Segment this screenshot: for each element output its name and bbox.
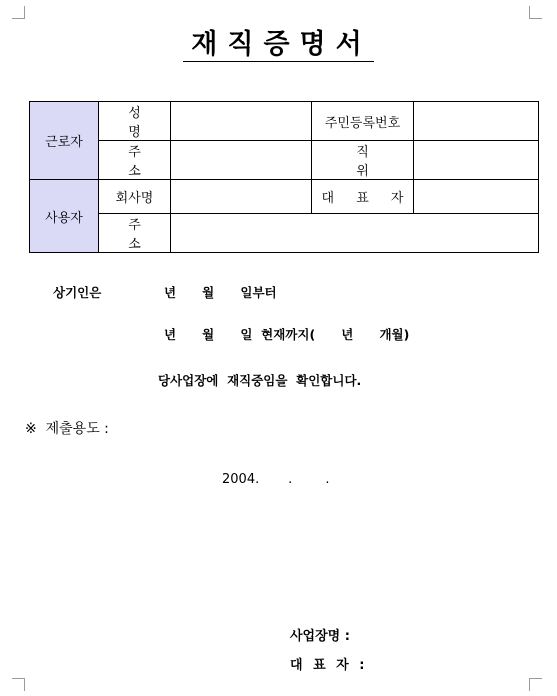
- crop-mark-top-left: [12, 6, 25, 19]
- signature-company-label: 사업장명 :: [290, 629, 350, 644]
- employer-address-label: 주 소: [99, 214, 171, 253]
- crop-mark-top-right: [529, 6, 542, 19]
- ceo-value-cell[interactable]: [414, 180, 539, 214]
- issue-date: 2004. . .: [222, 472, 330, 487]
- employer-section-label: 사용자: [30, 180, 99, 253]
- rrn-label: 주민등록번호: [312, 102, 414, 141]
- position-value-cell[interactable]: [414, 141, 539, 180]
- statement-line-2: 년 월 일 현재까지( 년 개월): [164, 327, 410, 342]
- employer-address-value-cell[interactable]: [171, 214, 539, 253]
- statement-line-1-prefix: 상기인은: [53, 285, 102, 300]
- name-value-cell[interactable]: [171, 102, 312, 141]
- employment-info-table: [29, 101, 539, 253]
- address-label: 주 소: [99, 141, 171, 180]
- position-label: 직 위: [312, 141, 414, 180]
- statement-line-3: 당사업장에 재직중임을 확인합니다.: [158, 373, 362, 388]
- company-value-cell[interactable]: [171, 180, 312, 214]
- document-title: 재직증명서: [0, 22, 557, 61]
- crop-mark-bottom-left: [12, 678, 25, 691]
- worker-section-label: 근로자: [30, 102, 99, 180]
- rrn-value-cell[interactable]: [414, 102, 539, 141]
- name-label: 성 명: [99, 102, 171, 141]
- signature-ceo-label: 대 표 자 :: [290, 658, 368, 673]
- submission-purpose-label: ※ 제출용도 :: [25, 421, 109, 437]
- address-value-cell[interactable]: [171, 141, 312, 180]
- company-label: 회사명: [99, 180, 171, 214]
- statement-line-1-dates: 년 월 일부터: [164, 285, 277, 300]
- crop-mark-bottom-right: [529, 678, 542, 691]
- ceo-label: 대 표 자: [312, 180, 414, 214]
